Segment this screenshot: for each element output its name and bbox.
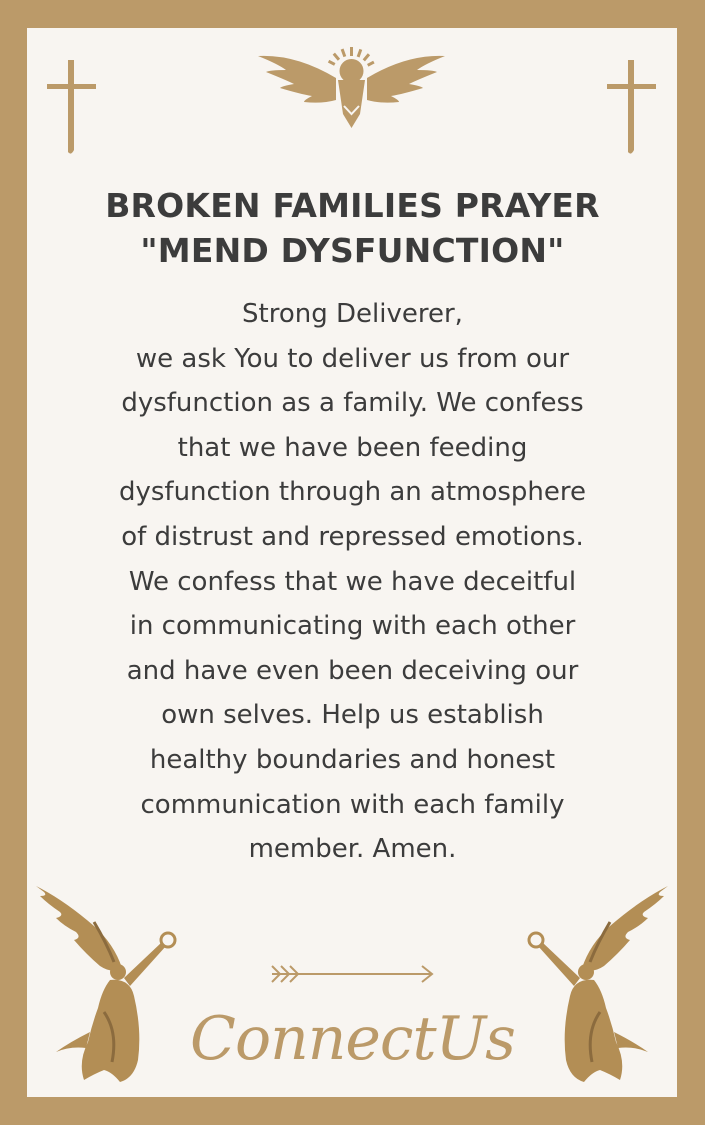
brand-logo: ConnectUs [190, 1004, 515, 1074]
title-line-1: BROKEN FAMILIES PRAYER [105, 186, 600, 225]
prayer-line: member. Amen. [248, 834, 457, 865]
title-line-2: "MEND DYSFUNCTION" [140, 231, 565, 270]
page-title [0, 183, 705, 273]
cross-icon [604, 58, 660, 158]
prayer-line: we ask You to deliver us from our [135, 343, 570, 374]
prayer-line: healthy boundaries and honest [149, 744, 556, 775]
prayer-line: and have even been deceiving our [126, 655, 579, 686]
prayer-line: dysfunction through an atmosphere [118, 477, 586, 508]
prayer-line: Strong Deliverer, [242, 299, 463, 329]
prayer-line: own selves. Help us establish [161, 700, 544, 731]
arrow-icon [268, 962, 436, 986]
cross-icon [44, 58, 100, 158]
prayer-line: communication with each family [140, 789, 565, 820]
prayer-line: that we have been feeding [177, 432, 528, 463]
prayer-text [0, 292, 705, 872]
prayer-line: dysfunction as a family. We confess [121, 388, 584, 419]
prayer-line: in communicating with each other [129, 611, 576, 642]
prayer-line: of distrust and repressed emotions. [121, 521, 584, 552]
winged-sun-icon [256, 44, 448, 132]
prayer-line: We confess that we have deceitful [128, 566, 577, 597]
